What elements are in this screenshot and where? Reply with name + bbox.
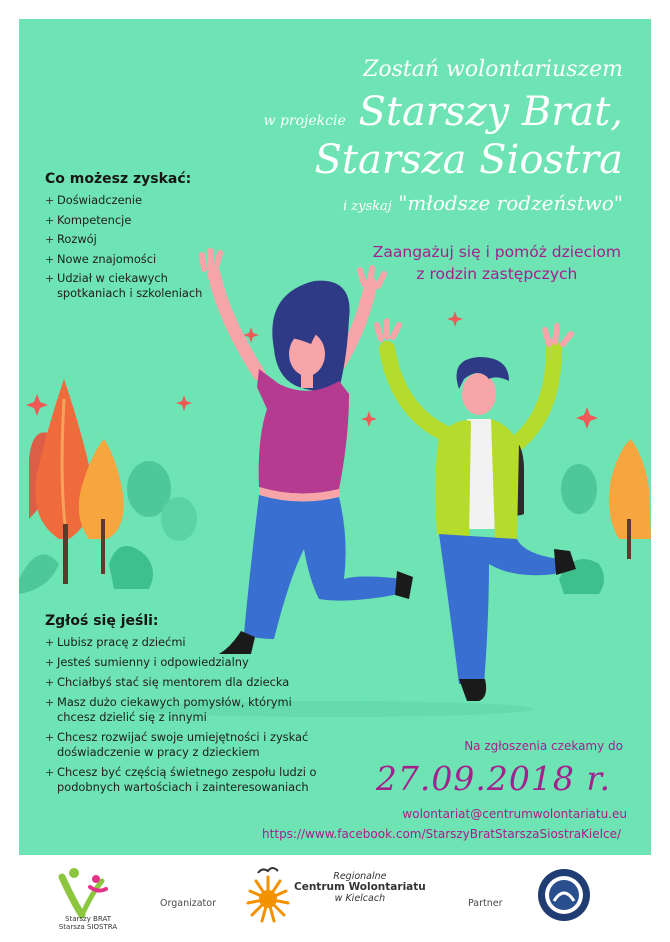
rcw-line-2: Centrum Wolontariatu <box>294 881 426 893</box>
organizer-label: Organizator <box>160 898 216 909</box>
rcw-logo-text <box>294 871 426 904</box>
benefits-section <box>45 171 285 306</box>
list-item: + Kompetencje <box>45 213 285 228</box>
partner-label: Partner <box>468 898 503 909</box>
apply-section <box>45 613 375 800</box>
deadline-date: 27.09.2018 r. <box>375 759 611 798</box>
sparkle-icon <box>361 411 377 427</box>
sparkle-icon <box>447 311 463 327</box>
benefits-title: Co możesz zyskać: <box>45 171 192 187</box>
logo-line-1: Starszy BRAT <box>65 915 111 923</box>
facebook-link[interactable]: https://www.facebook.com/StarszyBratStarszaSiostraKielce/ <box>262 827 621 841</box>
header-line-2-main: Starszy Brat, <box>358 89 623 135</box>
list-item: + Udział w ciekawych spotkaniach i szkoleniach <box>45 271 207 301</box>
sparkle-icon <box>576 407 598 429</box>
tagline-line-2: z rodzin zastępczych <box>416 265 578 283</box>
header-line-1: Zostań wolontariuszem <box>363 57 623 82</box>
trees-right <box>559 439 651 594</box>
list-item: + Masz dużo ciekawych pomysłów, którymi chcesz dzielić się z innymi <box>45 695 332 725</box>
list-item: + Doświadczenie <box>45 193 285 208</box>
partner-logo-icon <box>536 867 592 923</box>
logo-line-2: Starsza SIOSTRA <box>58 923 118 931</box>
header-line-4-prefix: i zyskaj <box>343 199 392 214</box>
sparkle-icon <box>176 395 192 411</box>
trees-left <box>19 379 197 594</box>
man-figure <box>377 321 576 701</box>
rcw-line-1: Regionalne <box>333 871 387 882</box>
starszy-brat-logo-text <box>48 915 128 931</box>
list-item: + Chciałbyś stać się mentorem dla dziecka <box>45 675 375 690</box>
footer <box>0 855 670 942</box>
header-line-2 <box>264 89 623 135</box>
list-item: + Lubisz pracę z dziećmi <box>45 635 375 650</box>
list-item: + Jesteś sumienny i odpowiedzialny <box>45 655 375 670</box>
woman-figure <box>202 251 413 654</box>
header-line-4 <box>343 191 623 215</box>
poster <box>19 19 651 855</box>
tagline-line-1: Zaangażuj się i pomóż dzieciom <box>372 243 621 261</box>
list-item: + Chcesz rozwijać swoje umiejętności i zyskać doświadczenie w pracy z dzieckiem <box>45 730 347 760</box>
list-item: + Chcesz być częścią świetnego zespołu ludzi o podobnych wartościach i zainteresowaniach <box>45 765 357 795</box>
tagline <box>373 241 621 285</box>
contact-email[interactable]: wolontariat@centrumwolontariatu.eu <box>402 807 627 821</box>
header-line-2-prefix: w projekcie <box>263 113 346 129</box>
apply-title: Zgłoś się jeśli: <box>45 613 159 629</box>
deadline-label: Na zgłoszenia czekamy do <box>464 739 623 753</box>
header-line-4-main: "młodsze rodzeństwo" <box>398 191 623 215</box>
list-item: + Rozwój <box>45 232 285 247</box>
header-line-3: Starsza Siostra <box>314 137 623 183</box>
rcw-line-3: w Kielcach <box>334 893 386 904</box>
sparkle-icon <box>26 394 48 416</box>
list-item: + Nowe znajomości <box>45 252 285 267</box>
